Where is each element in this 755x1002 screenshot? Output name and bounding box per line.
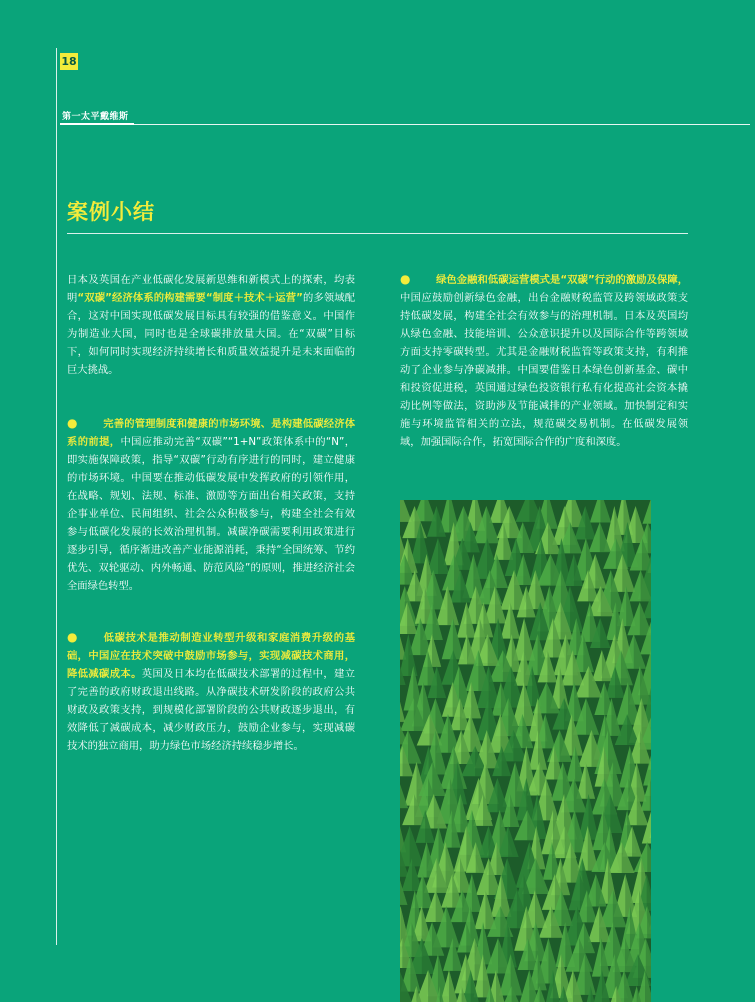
technology-highlight: 低碳技术是推动制造业转型升级和家庭消费升级的基础，中国应在技术突破中鼓励市场参与，实现减碳技术商用，降低减碳成本。: [67, 632, 355, 680]
title-divider: [67, 233, 688, 234]
bullet-icon: ●: [67, 630, 78, 644]
bullet-icon: ●: [400, 272, 411, 286]
management-highlight: 完善的管理制度和健康的市场环境、是构建低碳经济体系的前提，: [67, 418, 355, 448]
paragraph-management: [67, 414, 355, 595]
technology-text: 英国及日本均在低碳技术部署的过程中，建立了完善的政府财政退出线路。从净碳技术研发阶段的政府公共财政及政策支持，到规模化部署阶段的公共财政逐步退出，有效降低了减碳成本，减少财政压力，鼓励企业参与，实现减碳技术的独立商用，助力绿色市场经济持续稳步增长。: [67, 668, 356, 752]
section-label: 第一太平戴维斯: [62, 112, 129, 122]
management-text: 中国应推动完善“双碳”“1+N”政策体系中的“N”，即实施保障政策，指导“双碳”行动有序进行的同时，建立健康的市场环境。中国要在推动低碳发展中发挥政府的引领作用，在战略、规划、法规、标准、激励等方面出台相关政策，支持企事业单位、民间组织、社会公众积极参与，构建全社会有效参与低碳化发展的长效治理机制。减碳净碳需要利用政策进行逐步引导，循序渐进改善产业能源消耗，秉持“全国统筹、节约优先、双轮驱动、内外畅通、防范风险”的原则，推进经济社会全面绿色转型。: [67, 436, 356, 592]
section-divider: [60, 124, 750, 125]
intro-text-a: 日本及英国在产业低碳化发展新思维和新模式上的探索，均表明: [67, 274, 355, 304]
paragraph-intro: [67, 271, 355, 379]
page-title: 案例小结: [67, 200, 155, 224]
section-divider-accent: [60, 123, 134, 125]
paragraph-technology: [67, 628, 355, 755]
page-number: 18: [61, 55, 77, 68]
finance-text: 中国应鼓励创新绿色金融，出台金融财税监管及跨领域政策支持低碳发展，构建全社会有效参与的治理机制。日本及英国均从绿色金融、技能培训、公众意识提升以及国际合作等跨领域方面支持零碳转型。尤其是金融财税监管等政策支持，有利推动了企业参与净碳减排。中国要借鉴日本绿色创新基金、碳中和投资促进税，英国通过绿色投资银行私有化提高社会资本撬动比例等做法，资助涉及节能减排的产业领域。加快制定和实施与环境监管相关的立法，规范碳交易机制。在低碳发展领域，加强国际合作，拓宽国际合作的广度和深度。: [400, 292, 688, 448]
paragraph-finance: [400, 270, 688, 451]
forest-photo: [400, 500, 651, 1002]
intro-text-c: 的多领域配合，这对中国实现低碳发展目标具有较强的借鉴意义。中国作为制造业大国，同时也是全球碳排放量大国。在“双碳”目标下，如何同时实现经济持续增长和质量效益提升是未来面临的巨大挑战。: [67, 292, 355, 376]
forest-image: [400, 500, 651, 1002]
finance-highlight: 绿色金融和低碳运营模式是“双碳”行动的激励及保障，: [436, 274, 688, 286]
margin-rule: [56, 48, 57, 945]
bullet-icon: ●: [67, 416, 78, 430]
intro-highlight: “双碳”经济体系的构建需要“制度＋技术＋运营”: [77, 292, 303, 304]
